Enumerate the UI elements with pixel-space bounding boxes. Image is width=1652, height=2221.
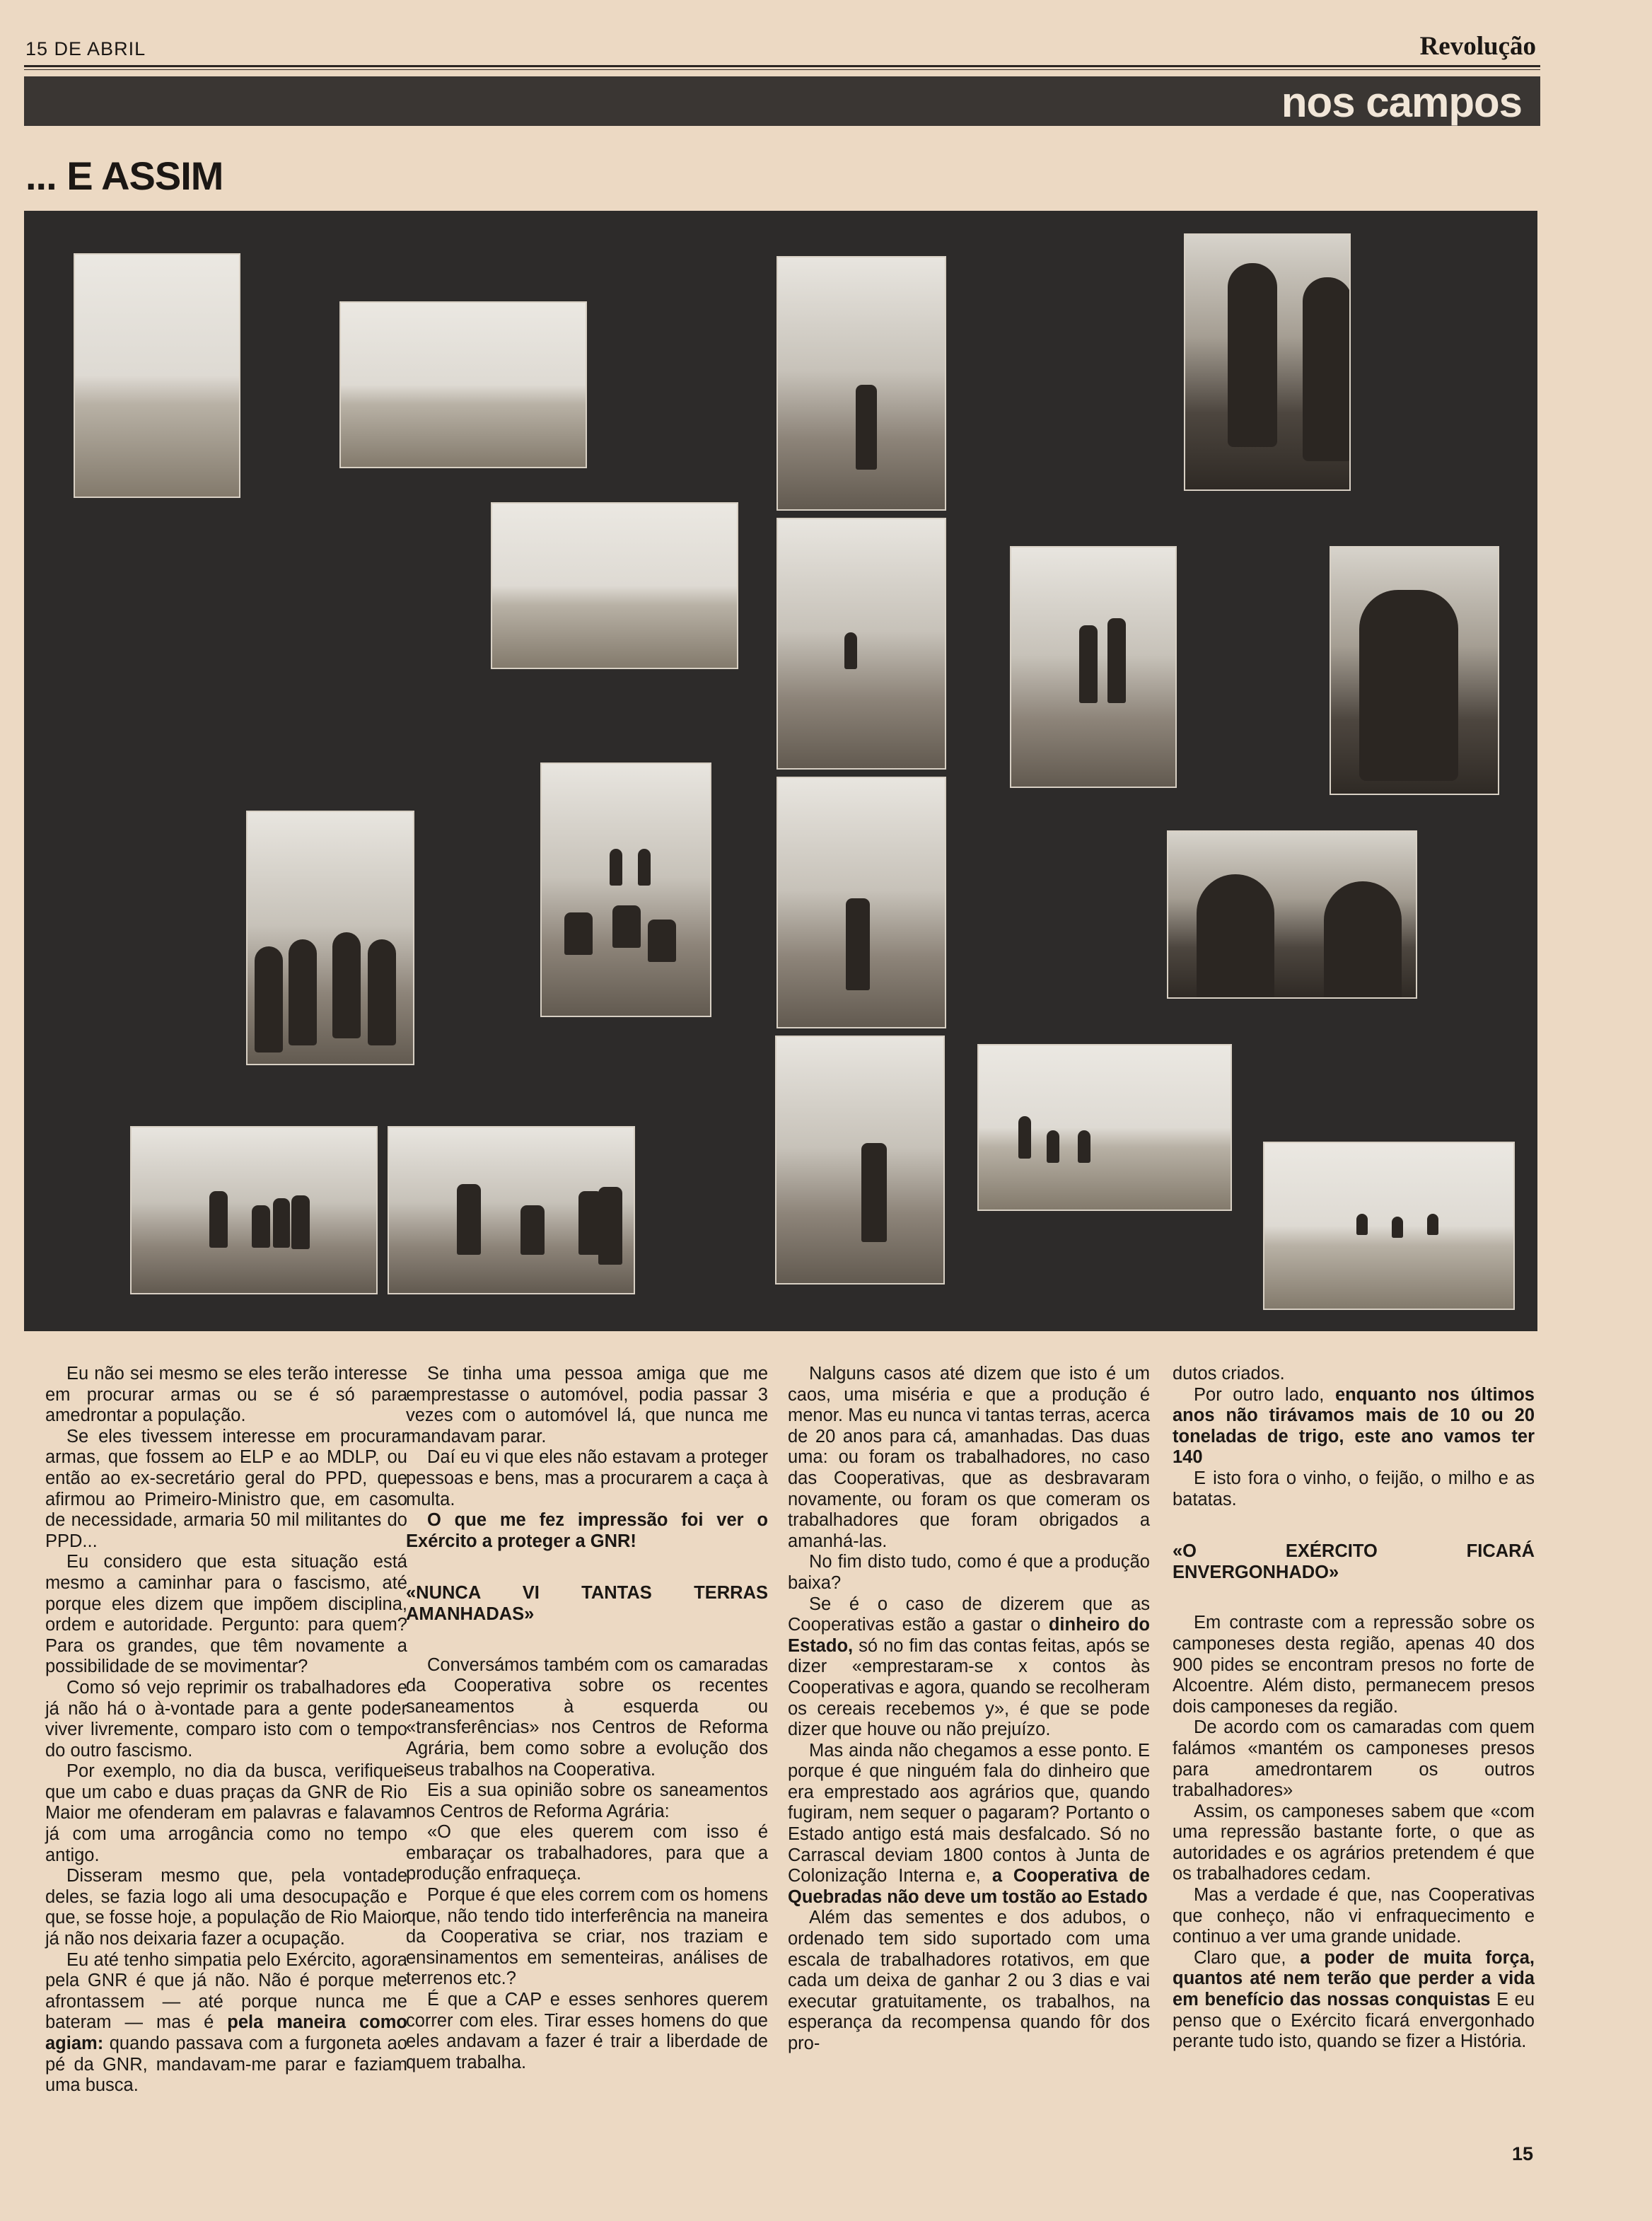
header-rule-thin <box>24 69 1540 70</box>
masthead: Revolução <box>1419 32 1536 61</box>
text-run: Claro que, <box>1194 1947 1286 1968</box>
text-run: Eu até tenho simpatia pelo Exército, agora pela GNR é que já não. Não é porque me afrontassem — até porque nunca me bateram — mas é <box>45 1949 407 2033</box>
bold-run: pela maneira como agiam: <box>45 2012 408 2053</box>
article-column-1 <box>45 1364 407 2097</box>
subheading: «NUNCA VI TANTAS TERRAS AMANHADAS» <box>406 1583 768 1624</box>
article-column-2 <box>406 1364 768 2073</box>
paragraph <box>788 1594 1150 1741</box>
paragraph: Como só vejo reprimir os trabalhadores e já não há o à-vontade para a gente poder viver livremente, comparo isto com o tempo do outro fascismo. <box>45 1677 407 1761</box>
subheading: «O EXÉRCITO FICARÁ ENVERGONHADO» <box>1173 1541 1535 1582</box>
photo-group-4 <box>388 1126 635 1294</box>
section-title: nos campos <box>1281 79 1522 126</box>
paragraph: É que a CAP e esses senhores querem correr com eles. Tirar esses homens do que eles andavam a fazer é trair a liberdade de quem trabalha. <box>406 1990 768 2072</box>
paragraph <box>788 1741 1150 1908</box>
photo-landscape-2 <box>339 301 587 468</box>
text-run: só no fim das contas feitas, após se dizer «emprestaram-se x contos às Cooperativas e agora, quando se recolheram os cereais recebemos y», é que se pode dizer que houve ou não prejuízo. <box>788 1635 1150 1740</box>
article-column-3 <box>788 1364 1150 2055</box>
photo-two-men <box>1167 830 1417 999</box>
paragraph: «O que eles querem com isso é embaraçar os trabalhadores, para que a produção enfraqueça. <box>406 1822 768 1884</box>
text-run: Se é o caso de dizerem que as Cooperativas estão a gastar o <box>788 1594 1150 1635</box>
paragraph: Nalguns casos até dizem que isto é um caos, uma miséria e que a produção é menor. Mas eu nunca vi tantas terras, acerca de 20 anos para cá, amanhadas. Das duas uma: ou foram os trabalhadores, no caso das Cooperativas, que as desbravaram novamente, ou foram os que comeram os trabalhadores que foram obrigados a amanhá-las. <box>788 1364 1150 1551</box>
paragraph: E isto fora o vinho, o feijão, o milho e as batatas. <box>1173 1468 1535 1509</box>
paragraph: Eis a sua opinião sobre os saneamentos nos Centros de Reforma Agrária: <box>406 1780 768 1821</box>
bold-run: a poder de muita força, quantos até nem terão que perder a vida em benefício das nossas conquistas <box>1173 1947 1535 2010</box>
bold-run: enquanto nos últimos anos não tirávamos mais de 10 ou 20 toneladas de trigo, este ano vamos ter 140 <box>1173 1384 1535 1468</box>
article-headline: ... E ASSIM <box>25 153 223 198</box>
photo-landscape-1 <box>74 253 240 498</box>
paragraph: Por exemplo, no dia da busca, verifiquei que um cabo e duas praças da GNR de Rio Maior me ofenderam em palavras e falavam já com uma arrogância como no tempo antigo. <box>45 1761 407 1865</box>
photo-portrait-hat <box>1330 546 1499 795</box>
photo-portrait-1 <box>1184 233 1351 491</box>
header-date: 15 DE ABRIL <box>25 38 146 59</box>
photo-board <box>24 211 1537 1331</box>
photo-landscape-3 <box>491 502 738 669</box>
bold-run: dinheiro do Estado, <box>788 1615 1150 1656</box>
photo-strip-1 <box>776 256 946 511</box>
paragraph: Daí eu vi que eles não estavam a proteger pessoas e bens, mas a procurarem a caça à multa. <box>406 1447 768 1509</box>
page-number: 15 <box>1511 2143 1533 2164</box>
paragraph: Mas a verdade é que, nas Cooperativas que conheço, não vi enfraquecimento e continuo a ver uma grande unidade. <box>1173 1885 1535 1947</box>
text-run: E eu penso que o Exército ficará envergonhado perante tudo isto, quando se fizer a História. <box>1173 1990 1535 2052</box>
paragraph: dutos criados. <box>1173 1364 1285 1384</box>
header-rule <box>24 65 1540 67</box>
photo-group-6 <box>1263 1142 1515 1310</box>
paragraph: Se tinha uma pessoa amiga que me emprestasse o automóvel, podia passar 3 vezes com o automóvel lá, que nunca me mandavam parar. <box>406 1364 768 1446</box>
photo-two-women <box>1010 546 1177 788</box>
paragraph: De acordo com os camaradas com quem falámos «mantém os camponeses presos para amedrontarem os outros trabalhadores» <box>1173 1717 1535 1801</box>
paragraph: Além das sementes e dos adubos, o ordenado tem sido suportado com uma escala de trabalhadores rotativos, em que cada um deixa de ganhar 2 ou 3 dias e vai executar gratuitamente, os trabalhos, na esperança da recompensa quando fôr dos pro- <box>788 1908 1150 2053</box>
photo-group-1 <box>246 811 414 1065</box>
photo-group-5 <box>977 1044 1232 1211</box>
photo-strip-3 <box>776 777 946 1028</box>
paragraph: Eu considero que esta situação está mesmo a caminhar para o fascismo, até porque eles dizem que impõem disciplina, ordem e autoridade. Pergunto: para quem? Para os grandes, que têm novamente a possibilidade de se movimentar? <box>45 1552 407 1677</box>
paragraph: Porque é que eles correm com os homens que, não tendo tido interferência na maneira da Cooperativa se criar, nos traziam e ensinamentos em sementeiras, análises de terrenos etc.? <box>406 1885 768 1989</box>
paragraph <box>45 1950 407 2097</box>
paragraph: Eu não sei mesmo se eles terão interesse em procurar armas ou se é só para amedrontar a população. <box>45 1364 407 1426</box>
photo-strip-4 <box>775 1036 945 1285</box>
text-run: Mas ainda não chegamos a esse ponto. E porque é que ninguém fala do dinheiro que era emprestado aos agrários que, quando fugiram, nem sequer o pagaram? Portanto o Estado antigo está mais desfalcado. Só no Carrascal deviam 1800 contos à Junta de Colonização Interna e, <box>788 1740 1150 1886</box>
article-column-4 <box>1173 1364 1535 2053</box>
photo-group-3 <box>130 1126 378 1294</box>
text-run: Por outro lado, <box>1194 1384 1325 1405</box>
paragraph: No fim disto tudo, como é que a produção baixa? <box>788 1552 1150 1593</box>
paragraph <box>1173 1385 1535 1468</box>
photo-group-2 <box>540 762 711 1017</box>
paragraph: Disseram mesmo que, pela vontade deles, se fazia logo ali uma desocupação e que, se fosse hoje, a população de Rio Maior já não nos deixaria fazer a ocupação. <box>45 1866 407 1949</box>
paragraph: Em contraste com a repressão sobre os camponeses desta região, apenas 40 dos 900 pides se encontram presos no forte de Alcoentre. Além disto, permanecem presos dois camponeses da região. <box>1173 1613 1535 1717</box>
paragraph-bold: O que me fez impressão foi ver o Exército a proteger a GNR! <box>406 1510 768 1551</box>
paragraph <box>1173 1948 1535 2053</box>
photo-strip-2 <box>776 518 946 770</box>
section-bar <box>24 76 1540 126</box>
paragraph: Assim, os camponeses sabem que «com uma repressão bastante forte, o que as autoridades e os agrários pretendem é que os trabalhadores cedam. <box>1173 1801 1535 1884</box>
paragraph: Se eles tivessem interesse em procurar armas, que fossem ao ELP e ao MDLP, ou então ao ex-secretário geral do PPD, que afirmou ao Primeiro-Ministro que, em caso de necessidade, armaria 50 mil militantes do PPD... <box>45 1426 407 1551</box>
paragraph: Conversámos também com os camaradas da Cooperativa sobre os recentes saneamentos à esquerda ou «transferências» nos Centros de Reforma Agrária, bem como sobre a evolução dos seus trabalhos na Cooperativa. <box>406 1654 768 1780</box>
bold-run: a Cooperativa de Quebradas não deve um tostão ao Estado <box>788 1866 1150 1907</box>
text-run: quando passava com a furgoneta ao pé da GNR, mandavam-me parar e faziam uma busca. <box>45 2034 407 2096</box>
